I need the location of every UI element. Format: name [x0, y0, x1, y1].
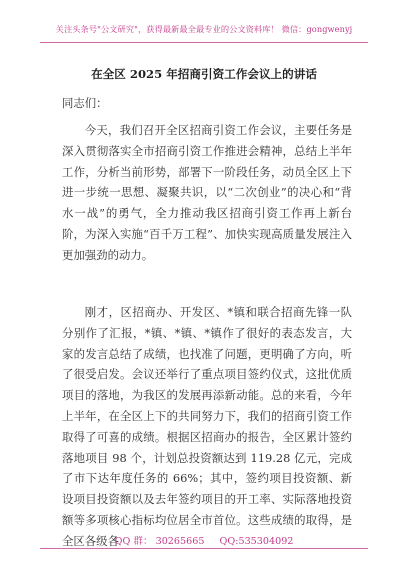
- document-title: 在全区 2025 年招商引资工作会议上的讲话: [91, 67, 317, 81]
- paragraph-1: 今天，我们召开全区招商引资工作会议，主要任务是深入贯彻落实全市招商引资工作推进会精神，总结上半年工作，分析当前形势，部署下一阶段任务，动员全区上下进一步统一思想、凝聚共识，以“二次创业”的决心和“背水一战”的勇气，全力推动我区招商引资工作再上新台阶，为深入实施“百千万工程”、加快实现高质量发展注入更加强劲的动力。: [62, 123, 352, 262]
- qq-group-text: QQ 群： 30265665: [114, 536, 205, 547]
- footer-divider: [40, 548, 368, 549]
- contact-footer: [0, 533, 408, 547]
- header-divider: [40, 42, 368, 43]
- salutation: 同志们：: [62, 96, 108, 110]
- qq-text: QQ:535304092: [219, 536, 294, 547]
- paragraph-2: 刚才，区招商办、开发区、*镇和联合招商先锋一队分别作了汇报，*镇、*镇、*镇作了很好的表态发言，大家的发言总结了成绩，也找准了问题，更明确了方向，听了很受启发。会议还举行了重点项目签约仪式，这批优质项目的落地，为我区的发展再添新动能。总的来看，今年上半年，在全区上下的共同努力下，我们的招商引资工作取得了可喜的成绩。根据区招商办的报告，全区累计签约落地项目 98 个，计划总投资额达到 119.28 亿元，完成了市下达年度任务的 66%；其中，签约项目投资额、新设项目投资额以及去年签约项目的开工率、实际落地投资额等多项核心指标均位居全市首位。这些成绩的取得，是全区各级各: [62, 305, 352, 548]
- promo-header: 关注头条号"公文研究"，获得最新最全最专业的公文资料库！ 微信：gongwenyj: [55, 24, 353, 34]
